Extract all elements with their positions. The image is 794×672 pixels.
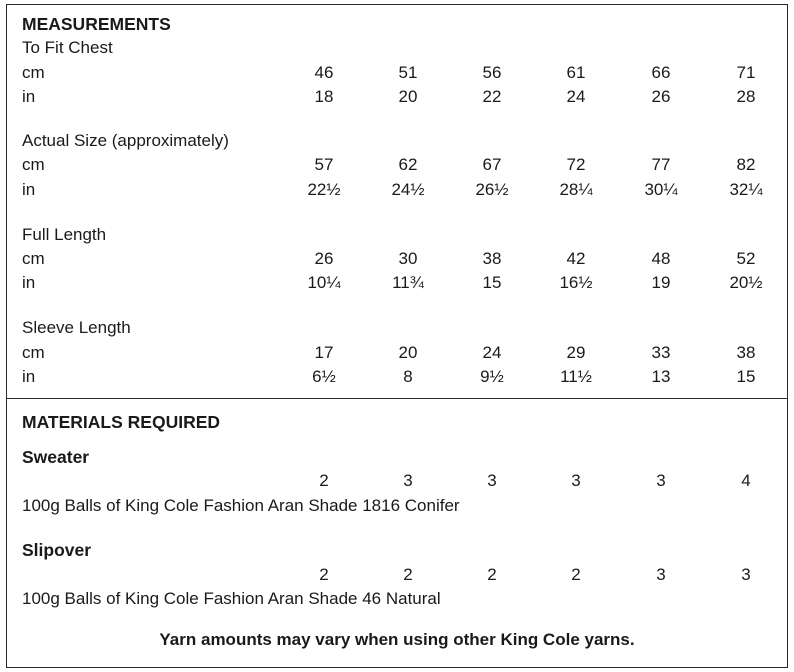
material-name: Sweater [22, 447, 90, 467]
value-cell: 8 [403, 367, 413, 386]
value-cell: 30 [398, 249, 418, 268]
value-cell: 9½ [480, 367, 504, 386]
value-cell: 46 [314, 63, 334, 82]
value-cell: 22½ [307, 180, 341, 199]
quantity-cell: 2 [403, 565, 413, 584]
material-name: Slipover [22, 540, 92, 560]
value-cell: 16½ [559, 273, 593, 292]
value-cell: 57 [314, 155, 334, 174]
value-cell: 28¼ [559, 180, 593, 199]
value-cell: 19 [651, 273, 671, 292]
value-cell: 62 [398, 155, 418, 174]
value-cell: 61 [566, 63, 586, 82]
materials-heading: MATERIALS REQUIRED [22, 412, 221, 432]
value-cell: 15 [736, 367, 756, 386]
quantity-cell: 2 [571, 565, 581, 584]
value-cell: 38 [736, 343, 756, 362]
value-cell: 18 [314, 87, 334, 106]
unit-label: cm [22, 63, 45, 82]
value-cell: 26½ [475, 180, 509, 199]
section-label: To Fit Chest [22, 38, 113, 57]
unit-label: in [22, 367, 36, 386]
material-description: 100g Balls of King Cole Fashion Aran Shade 46 Natural [22, 589, 441, 608]
unit-label: in [22, 180, 36, 199]
value-cell: 30¼ [644, 180, 678, 199]
value-cell: 77 [651, 155, 671, 174]
value-cell: 26 [314, 249, 334, 268]
value-cell: 20 [398, 343, 418, 362]
value-cell: 11¾ [392, 273, 424, 292]
value-cell: 56 [482, 63, 502, 82]
value-cell: 13 [651, 367, 671, 386]
value-cell: 66 [651, 63, 671, 82]
value-cell: 11½ [560, 367, 592, 386]
material-description: 100g Balls of King Cole Fashion Aran Shade 1816 Conifer [22, 496, 460, 515]
value-cell: 67 [482, 155, 502, 174]
quantity-cell: 2 [319, 471, 329, 490]
section-label: Sleeve Length [22, 318, 131, 337]
value-cell: 72 [566, 155, 586, 174]
value-cell: 71 [736, 63, 756, 82]
value-cell: 22 [482, 87, 502, 106]
unit-label: in [22, 273, 36, 292]
quantity-cell: 3 [741, 565, 751, 584]
quantity-cell: 4 [741, 471, 751, 490]
measurements-heading: MEASUREMENTS [22, 14, 171, 34]
value-cell: 29 [566, 343, 586, 362]
value-cell: 82 [736, 155, 756, 174]
quantity-cell: 3 [656, 471, 666, 490]
value-cell: 28 [736, 87, 756, 106]
section-label: Actual Size (approximately) [22, 131, 229, 150]
value-cell: 38 [482, 249, 502, 268]
quantity-cell: 2 [487, 565, 497, 584]
unit-label: cm [22, 155, 45, 174]
value-cell: 32¼ [729, 180, 763, 199]
section-divider [6, 398, 788, 399]
footnote: Yarn amounts may vary when using other King Cole yarns. [159, 630, 635, 649]
quantity-cell: 3 [403, 471, 413, 490]
quantity-cell: 3 [571, 471, 581, 490]
quantity-cell: 3 [656, 565, 666, 584]
value-cell: 10¼ [307, 273, 341, 292]
value-cell: 20 [398, 87, 418, 106]
value-cell: 24 [482, 343, 502, 362]
value-cell: 17 [314, 343, 334, 362]
quantity-cell: 3 [487, 471, 497, 490]
value-cell: 15 [482, 273, 502, 292]
value-cell: 42 [566, 249, 586, 268]
unit-label: cm [22, 249, 45, 268]
unit-label: cm [22, 343, 45, 362]
section-label: Full Length [22, 225, 107, 244]
value-cell: 26 [651, 87, 671, 106]
value-cell: 33 [651, 343, 671, 362]
value-cell: 24 [566, 87, 586, 106]
value-cell: 6½ [312, 367, 336, 386]
value-cell: 52 [736, 249, 756, 268]
value-cell: 24½ [391, 180, 425, 199]
value-cell: 51 [398, 63, 418, 82]
unit-label: in [22, 87, 36, 106]
value-cell: 20½ [729, 273, 763, 292]
quantity-cell: 2 [319, 565, 329, 584]
value-cell: 48 [651, 249, 671, 268]
